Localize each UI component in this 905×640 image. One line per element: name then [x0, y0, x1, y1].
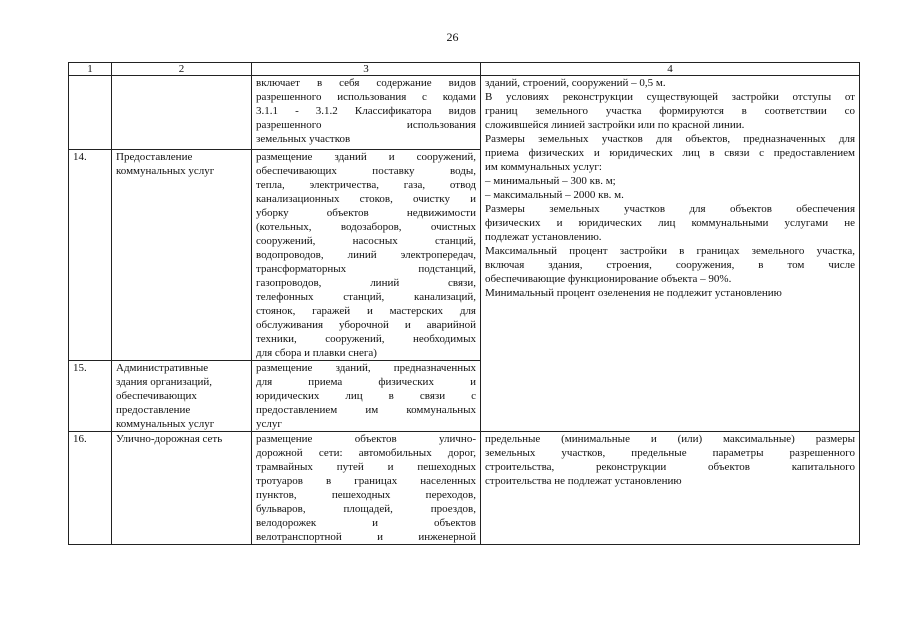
use-description: [252, 361, 481, 432]
text-line: пунктов, пешеходных переходов,: [256, 489, 476, 501]
text-line: тротуаров в границах населенных: [256, 475, 476, 487]
text-line: обеспечивающих: [116, 390, 197, 402]
column-header: 1: [69, 63, 112, 76]
text-line: сооружений, насосных станций,: [256, 235, 476, 247]
row-number: 15.: [69, 361, 112, 432]
text-line: обеспечивающих поставку воды,: [256, 165, 476, 177]
text-line: предоставлением им коммунальных: [256, 404, 476, 416]
text-line: обеспечивающие функционирование объекта – 90%.: [485, 273, 732, 285]
text-line: земельных участков: [256, 133, 351, 145]
text-line: коммунальных услуг: [116, 418, 215, 430]
text-line: трансформаторных подстанций,: [256, 263, 476, 275]
text-line: приема физических и юридических лиц в связи с предоставлением: [485, 147, 855, 159]
text-line: газопроводов, линий связи,: [256, 277, 476, 289]
use-type-name: [112, 150, 252, 361]
text-line: Максимальный процент застройки в границах земельного участка,: [485, 245, 855, 257]
text-line: земельных участков, предельные параметры разрешенного: [485, 447, 855, 459]
text-line: строительства не подлежат установлению: [485, 475, 682, 487]
use-description: [252, 150, 481, 361]
text-line: стоянок, гаражей и мастерских для: [256, 305, 476, 317]
text-line: размещение объектов улично-: [256, 433, 476, 445]
page-number: 26: [446, 30, 459, 44]
text-line: строительства, реконструкции объектов капитального: [485, 461, 855, 473]
use-type-name: [112, 432, 252, 545]
column-header: 3: [252, 63, 481, 76]
use-type-name: [112, 76, 252, 150]
text-line: техники, сооружений, необходимых: [256, 333, 476, 345]
text-line: подлежат установлению.: [485, 231, 602, 243]
text-line: велодорожек и объектов: [256, 517, 476, 529]
row-number: 14.: [69, 150, 112, 361]
text-line: уборку объектов недвижимости: [256, 207, 476, 219]
text-line: трамвайных путей и пешеходных: [256, 461, 476, 473]
text-line: включая здания, строения, сооружения, в том числе: [485, 259, 855, 271]
text-line: сложившейся линией застройки или по красной линии.: [485, 119, 745, 131]
text-line: предоставление: [116, 404, 191, 416]
use-type-name: [112, 361, 252, 432]
text-line: им коммунальных услуг:: [485, 161, 602, 173]
use-description: [252, 432, 481, 545]
text-line: для приема физических и: [256, 376, 476, 388]
text-line: дорожной сети: автомобильных дорог,: [256, 447, 476, 459]
use-description: [252, 76, 481, 150]
column-header-row: [69, 63, 860, 76]
text-line: Размеры земельных участков для объектов, предназначенных для: [485, 133, 855, 145]
text-line: юридических лиц в связи с: [256, 390, 476, 402]
text-line: включает в себя содержание видов: [256, 77, 476, 89]
text-line: услуг: [256, 418, 282, 430]
text-line: 3.1.1 - 3.1.2 Классификатора видов: [256, 105, 476, 117]
text-line: физических и юридических лиц коммунальными услугами не: [485, 217, 855, 229]
text-line: Административные: [116, 362, 209, 374]
parameters-cell: [481, 76, 860, 432]
text-line: обслуживания уборочной и аварийной: [256, 319, 476, 331]
text-line: велотранспортной и инженерной: [256, 531, 476, 543]
text-line: канализационных стоков, очистку и: [256, 193, 476, 205]
parameters-cell: [481, 432, 860, 545]
table-row: [69, 76, 860, 150]
column-header: 4: [481, 63, 860, 76]
list-item: – минимальный – 300 кв. м;: [485, 175, 616, 187]
land-use-table: [68, 62, 860, 545]
text-line: Улично-дорожная сеть: [116, 433, 223, 445]
text-line: предельные (минимальные и (или) максимальные) размеры: [485, 433, 855, 445]
row-number: 16.: [69, 432, 112, 545]
column-header: 2: [112, 63, 252, 76]
row-number: [69, 76, 112, 150]
text-line: зданий, строений, сооружений – 0,5 м.: [485, 77, 666, 89]
text-line: Предоставление: [116, 151, 193, 163]
text-line: Размеры земельных участков для объектов обеспечения: [485, 203, 855, 215]
text-line: телефонных станций, канализаций,: [256, 291, 476, 303]
text-line: границ земельного участка формируются в соответствии со: [485, 105, 855, 117]
text-line: здания организаций,: [116, 376, 213, 388]
text-line: В условиях реконструкции существующей застройки отступы от: [485, 91, 855, 103]
text-line: водопроводов, линий электропередач,: [256, 249, 476, 261]
text-line: тепла, электричества, газа, отвод: [256, 179, 476, 191]
table-row: [69, 432, 860, 545]
text-line: для сбора и плавки снега): [256, 347, 377, 359]
text-line: бульваров, площадей, проездов,: [256, 503, 476, 515]
text-line: (котельных, водозаборов, очистных: [256, 221, 476, 233]
text-line: разрешенного использования: [256, 119, 476, 131]
text-line: размещение зданий, предназначенных: [256, 362, 476, 374]
text-line: коммунальных услуг: [116, 165, 215, 177]
text-line: размещение зданий и сооружений,: [256, 151, 476, 163]
list-item: – максимальный – 2000 кв. м.: [485, 189, 624, 201]
text-line: Минимальный процент озеленения не подлежит установлению: [485, 287, 782, 299]
text-line: разрешенного использования с кодами: [256, 91, 476, 103]
